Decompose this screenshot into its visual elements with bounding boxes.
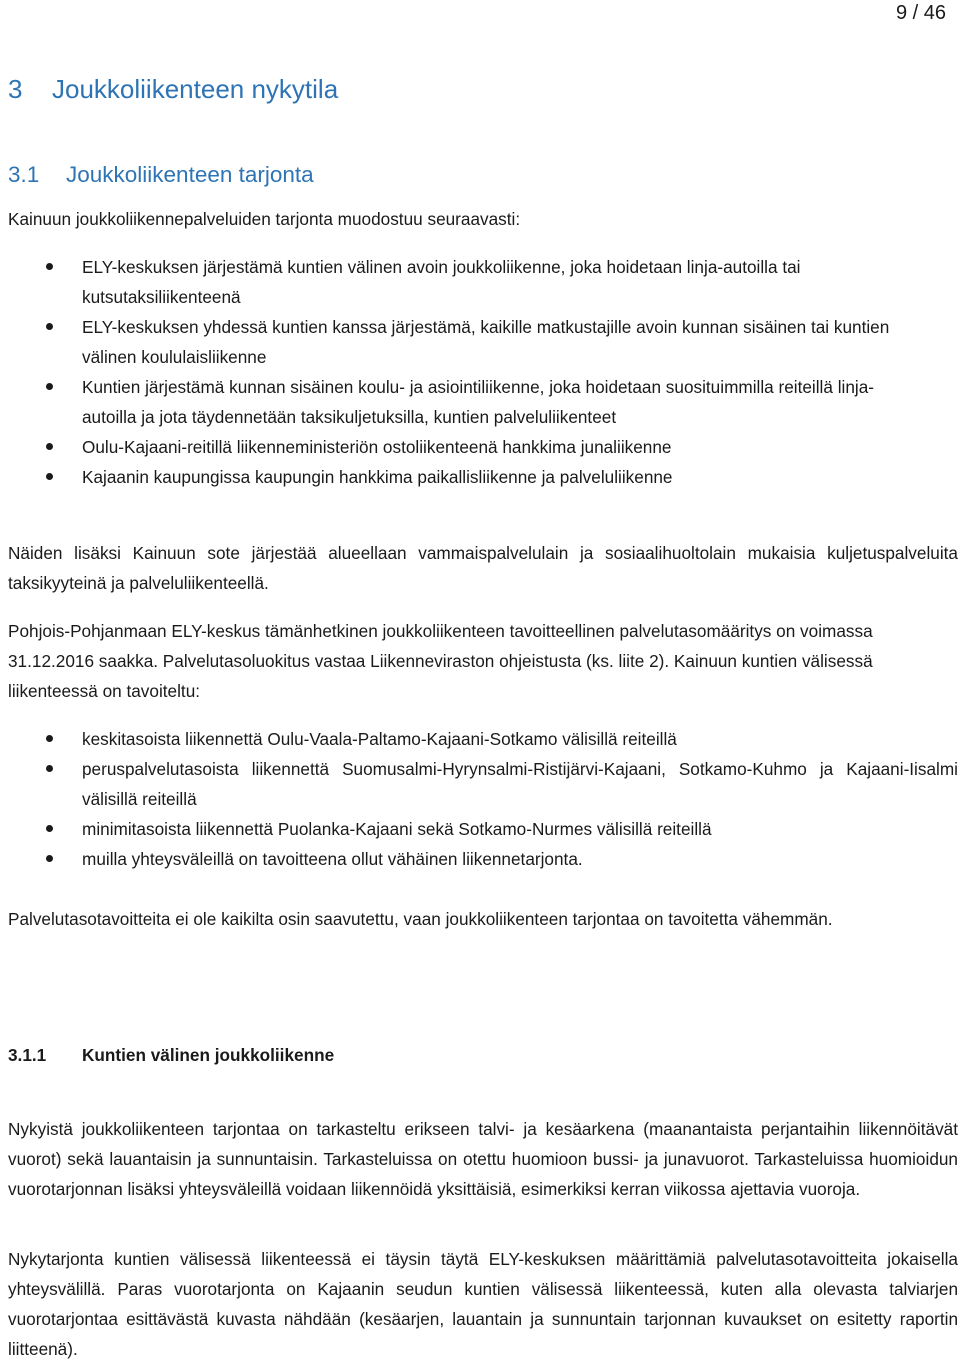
bullet-icon [46,735,53,742]
review-paragraph-container [8,1114,958,1204]
list-item: Kajaanin kaupungissa kaupungin hankkima paikallisliikenne ja palveluliikenne [8,462,928,492]
bullet-icon [46,765,53,772]
review-paragraph: Nykyistä joukkoliikenteen tarjontaa on tarkasteltu erikseen talvi- ja kesäarkena (maanantaista perjantaihin liikennöitävät vuorot) sekä lauantaisin ja sunnuntaisin. Tarkasteluissa on otettu huomioon bussi- ja junavuorot. Tarkasteluissa huomioidun vuorotarjonnan lisäksi yhteysväleillä voidaan liikennöidä yksittäisiä, esimerkiksi kerran viikossa ajettavia vuoroja. [8,1119,958,1199]
bullet-icon [46,383,53,390]
offer-list [8,252,928,492]
list-item: ELY-keskuksen järjestämä kuntien välinen avoin joukkoliikenne, joka hoidetaan linja-autoilla tai kutsutaksiliikenteenä [8,252,928,312]
bullet-icon [46,263,53,270]
subsection-heading [8,1040,334,1070]
bullet-icon [46,473,53,480]
chapter-heading [8,72,338,106]
bullet-icon [46,825,53,832]
list-item: minimitasoista liikennettä Puolanka-Kajaani sekä Sotkamo-Nurmes välisillä reiteillä [8,814,958,844]
section-body-top [8,204,958,234]
bullet-icon [46,443,53,450]
current-offer-paragraph: Nykytarjonta kuntien välisessä liikenteessä ei täysin täytä ELY-keskuksen määrittämiä palvelutasotavoitteita jokaisella yhteysvälillä. Paras vuorotarjonta on Kajaanin seudun kuntien välisessä liikenteessä, kuten alla olevasta talviarjen vuorotarjontaa esittävästä kuvasta nähdään (kesäarjen, lauantain ja sunnuntain tarjonnan kuvaukset on esitetty raportin liitteenä). [8,1249,958,1359]
services-paragraph: Näiden lisäksi Kainuun sote järjestää alueellaan vammaispalvelulain ja sosiaalihuoltolain mukaisia kuljetuspalveluita taksikyyteinä ja palveluliikenteellä. [8,543,958,593]
list-item: muilla yhteysväleillä on tavoitteena ollut vähäinen liikennetarjonta. [8,844,958,874]
offer-list-container [8,252,928,492]
service-level-paragraph-container [8,616,958,706]
subsection-title: Kuntien välinen joukkoliikenne [82,1045,335,1065]
bullet-icon [46,855,53,862]
page-number: 9 / 46 [895,2,946,24]
section-title: Joukkoliikenteen tarjonta [66,162,314,187]
intro-paragraph: Kainuun joukkoliikennepalveluiden tarjonta muodostuu seuraavasti: [8,209,521,229]
list-item: Oulu-Kajaani-reitillä liikenneministeriön ostoliikenteenä hankkima junaliikenne [8,432,928,462]
chapter-number: 3 [8,74,23,104]
service-level-paragraph: Pohjois-Pohjanmaan ELY-keskus tämänhetkinen joukkoliikenteen tavoitteellinen palvelutasomääritys on voimassa 31.12.2016 saakka. Palvelutasoluokitus vastaa Liikenneviraston ohjeistusta (ks. liite 2). Kainuun kuntien välisessä liikenteessä on tavoiteltu: [8,621,873,701]
goal-paragraph: Palvelutasotavoitteita ei ole kaikilta osin saavutettu, vaan joukkoliikenteen tarjontaa on tavoitetta vähemmän. [8,909,833,929]
chapter-title: Joukkoliikenteen nykytila [52,74,339,104]
target-list-container [8,724,958,874]
list-item: peruspalvelutasoista liikennettä Suomusalmi-Hyrynsalmi-Ristijärvi-Kajaani, Sotkamo-Kuhmo ja Kajaani-Iisalmi välisillä reiteillä [8,754,958,814]
current-offer-paragraph-container [8,1244,958,1364]
section-heading [8,160,314,190]
section-number: 3.1 [8,162,40,187]
list-item: ELY-keskuksen yhdessä kuntien kanssa järjestämä, kaikille matkustajille avoin kunnan sisäinen tai kuntien välinen koululaisliikenne [8,312,928,372]
list-item: Kuntien järjestämä kunnan sisäinen koulu- ja asiointiliikenne, joka hoidetaan suosituimmilla reiteillä linja-autoilla ja jota täydennetään taksikuljetuksilla, kuntien palveluliikenteet [8,372,928,432]
subsection-number: 3.1.1 [8,1045,47,1065]
goal-paragraph-container [8,904,958,934]
target-list [8,724,958,874]
services-paragraph-container [8,538,958,598]
list-item: keskitasoista liikennettä Oulu-Vaala-Paltamo-Kajaani-Sotkamo välisillä reiteillä [8,724,958,754]
bullet-icon [46,323,53,330]
